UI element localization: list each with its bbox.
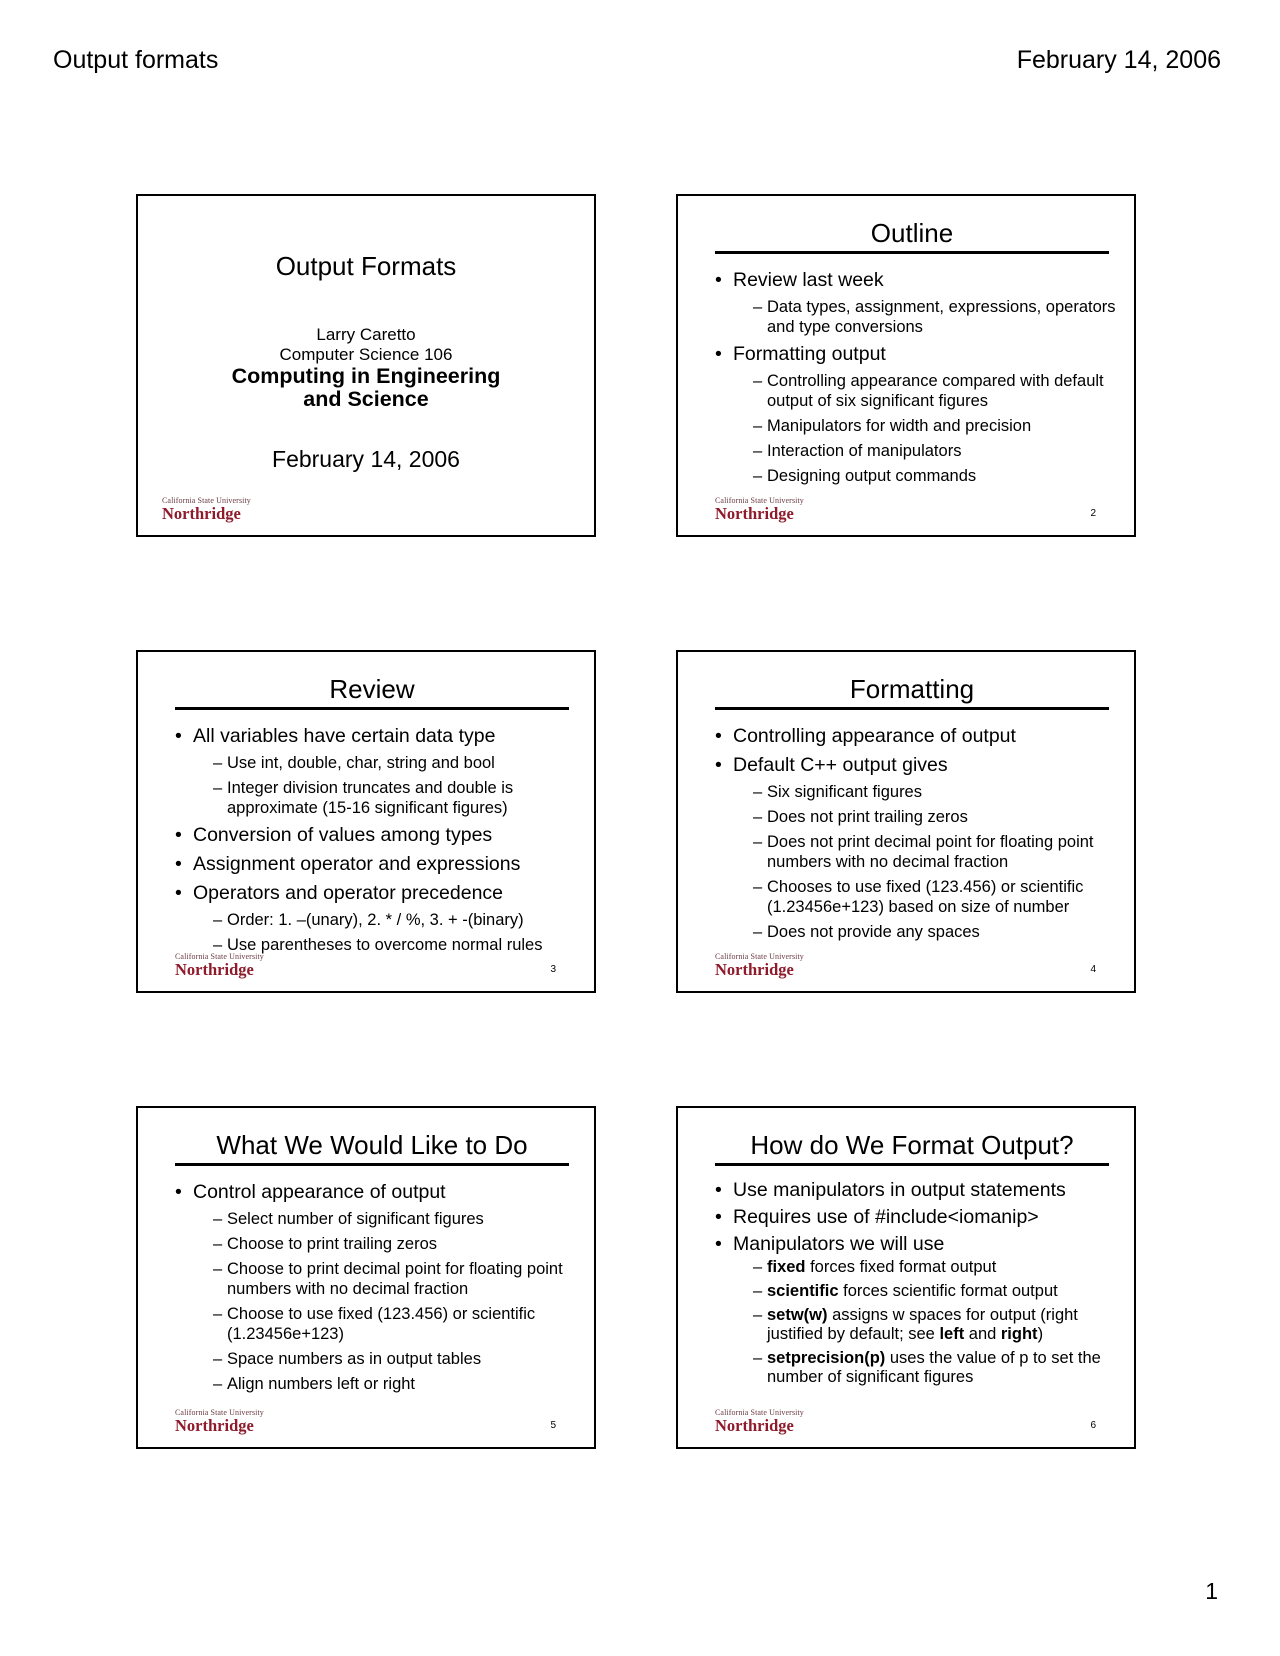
bullet-list [175,1180,576,1399]
sub-bullet-item: – scientific forces scientific format output [753,1282,1058,1300]
bullet-list [715,268,1116,491]
course-name-line1: Computing in Engineering [231,364,501,388]
sub-bullet-item: – setw(w) assigns w spaces for output (right justified by default; see left and right) [753,1306,1078,1343]
csun-logo: California State University Northridge [715,1407,804,1435]
slide-title: Outline [870,218,954,248]
bullet-item: • Default C++ output gives [715,753,1116,777]
sub-bullet-item: – Space numbers as in output tables [213,1350,482,1368]
sub-bullet-item: – Choose to print trailing zeros [213,1235,438,1253]
page-header-date: February 14, 2006 [1016,46,1221,74]
bullet-list [715,724,1116,947]
csun-logo: California State University Northridge [175,1407,264,1435]
sub-bullet-item: – Does not print decimal point for floating point numbers with no decimal fraction [753,833,1094,871]
slide-2-outline [676,194,1136,537]
sub-bullet-item: – Order: 1. –(unary), 2. * / %, 3. + -(binary) [213,911,524,929]
csun-logo: California State University Northridge [162,495,251,523]
slide-title: What We Would Like to Do [216,1130,528,1160]
slide-3-review [136,650,596,993]
course-name-line2: and Science [303,387,429,411]
sub-bullet-item: – Six significant figures [753,783,922,801]
page-number: 1 [1205,1578,1218,1604]
bullet-item: • Review last week [715,268,1116,292]
bullet-item: • Assignment operator and expressions [175,852,576,876]
bullet-item: • Control appearance of output [175,1180,576,1204]
slide-number: 2 [1090,508,1096,519]
slide-number: 6 [1090,1420,1096,1431]
lecture-date: February 14, 2006 [272,446,460,472]
slide-4-formatting [676,650,1136,993]
slide-title: Formatting [849,674,975,704]
slide-1-title [136,194,596,537]
csun-logo: California State University Northridge [715,951,804,979]
sub-bullet-item: – Data types, assignment, expressions, operators and type conversions [753,298,1116,336]
slide-number: 5 [550,1420,556,1431]
bullet-item: • Formatting output [715,342,1116,366]
bullet-item: • Manipulators we will use [715,1232,1116,1256]
sub-bullet-item: – Does not provide any spaces [753,923,980,941]
sub-bullet-item: – Manipulators for width and precision [753,417,1032,435]
sub-bullet-item: – fixed forces fixed format output [753,1258,997,1276]
sub-bullet-item: – Interaction of manipulators [753,442,962,460]
bullet-item: • Conversion of values among types [175,823,576,847]
page-header-title: Output formats [53,46,219,74]
title-underline [715,251,1109,254]
title-underline [715,1163,1109,1166]
bullet-list [175,724,576,960]
sub-bullet-item: – Does not print trailing zeros [753,808,968,826]
sub-bullet-item: – Use int, double, char, string and bool [213,754,495,772]
title-underline [175,1163,569,1166]
csun-logo: California State University Northridge [715,495,804,523]
sub-bullet-item: – setprecision(p) uses the value of p to set the number of significant figures [753,1349,1101,1386]
slide-title: Output Formats [275,251,457,281]
sub-bullet-item: – Designing output commands [753,467,977,485]
bullet-item: • Use manipulators in output statements [715,1178,1116,1202]
slide-6-format-output [676,1106,1136,1449]
slide-title: How do We Format Output? [750,1130,1074,1160]
slide-number: 3 [550,964,556,975]
title-underline [715,707,1109,710]
bullet-item: • All variables have certain data type [175,724,576,748]
sub-bullet-item: – Select number of significant figures [213,1210,484,1228]
slide-title: Review [329,674,415,704]
title-underline [175,707,569,710]
bullet-item: • Controlling appearance of output [715,724,1116,748]
slide-number: 4 [1090,964,1096,975]
bullet-item: • Requires use of #include<iomanip> [715,1205,1116,1229]
slide-5-goals [136,1106,596,1449]
sub-bullet-item: – Chooses to use fixed (123.456) or scientific (1.23456e+123) based on size of number [753,878,1084,916]
sub-bullet-item: – Integer division truncates and double is approximate (15-16 significant figures) [213,779,514,817]
sub-bullet-item: – Choose to print decimal point for floating point numbers with no decimal fraction [213,1260,563,1298]
course-name [138,365,594,411]
author-name: Larry Caretto [316,325,416,344]
sub-bullet-item: – Use parentheses to overcome normal rules [213,936,543,954]
bullet-item: • Operators and operator precedence [175,881,576,905]
sub-bullet-item: – Align numbers left or right [213,1375,416,1393]
csun-logo: California State University Northridge [175,951,264,979]
course-number: Computer Science 106 [279,345,453,364]
sub-bullet-item: – Choose to use fixed (123.456) or scientific (1.23456e+123) [213,1305,536,1343]
bullet-list [715,1178,1116,1392]
sub-bullet-item: – Controlling appearance compared with default output of six significant figures [753,372,1104,410]
